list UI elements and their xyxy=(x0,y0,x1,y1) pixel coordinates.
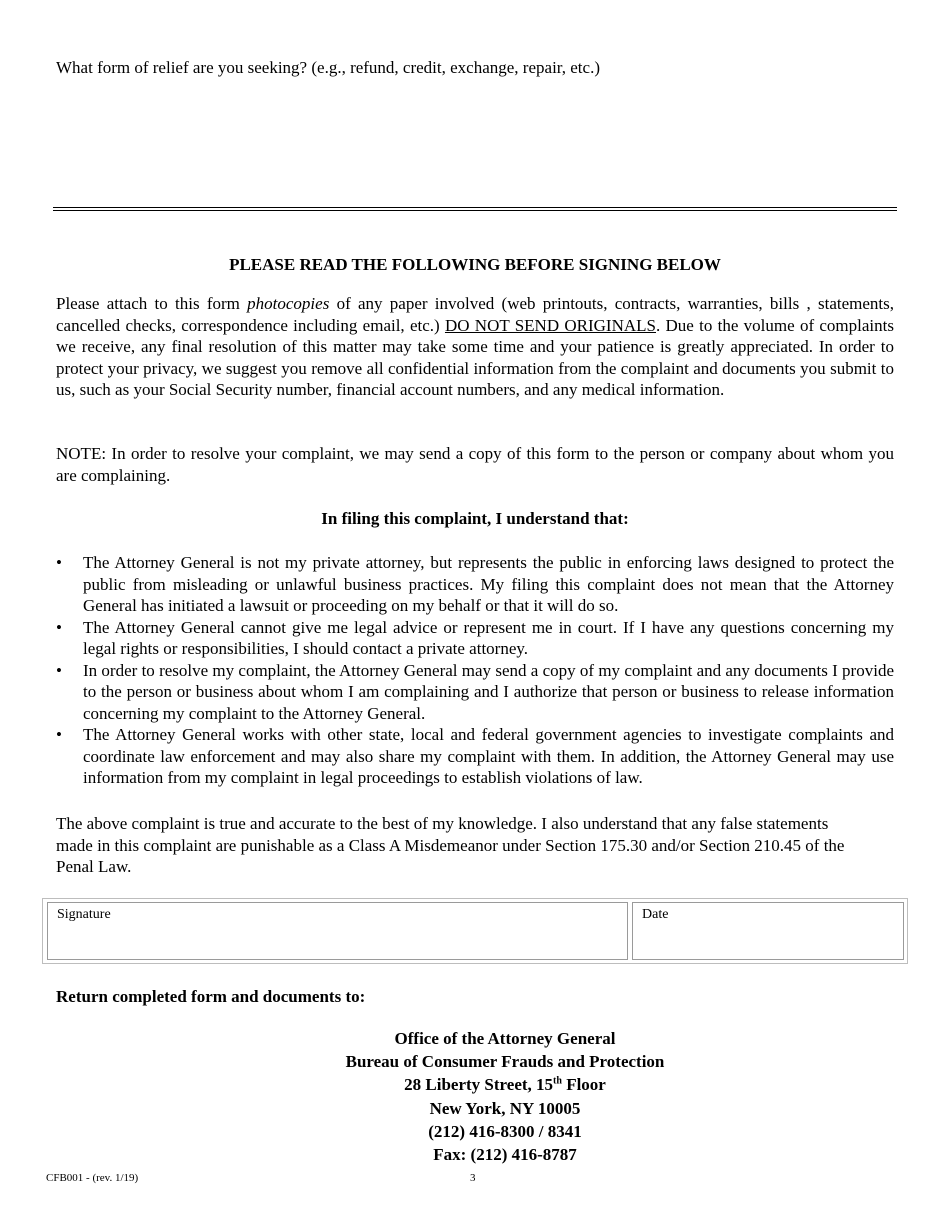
attach-text-1: Please attach to this form xyxy=(56,294,248,313)
list-item xyxy=(56,617,894,660)
attach-text-3: . Due to the volume of complaints we receive, any final resolution of this matter may take some time and your patience is greatly appreciated. In order to protect your privacy, we suggest you remove all confidential information from the complaint and documents you submit to us, such as your Social Security number, financial account numbers, and any medical information. xyxy=(56,315,894,399)
bullet-icon: • xyxy=(56,660,62,680)
address-phone: (212) 416-8300 / 8341 xyxy=(428,1121,582,1141)
understand-heading: In filing this complaint, I understand that: xyxy=(321,509,629,528)
list-item-text: In order to resolve my complaint, the Attorney General may send a copy of my complaint and any documents I provide to the person or business about whom I am complaining and I authorize that person or business to release information concerning my complaint to the Attorney General. xyxy=(83,660,894,723)
attach-paragraph xyxy=(56,293,894,401)
address-fax: Fax: (212) 416-8787 xyxy=(433,1145,577,1165)
double-divider xyxy=(53,207,897,211)
mailing-address xyxy=(230,1027,780,1166)
address-office: Office of the Attorney General xyxy=(394,1029,616,1048)
note-paragraph: NOTE: In order to resolve your complaint, we may send a copy of this form to the person or company about whom you are complaining. xyxy=(56,444,894,485)
street-floor: Floor xyxy=(561,1075,606,1095)
attach-text-2: of any paper involved (web printouts, contracts, warranties, bills , statements, cancelled checks, correspondence including email, etc.) xyxy=(56,294,895,335)
bullet-icon: • xyxy=(56,617,62,637)
date-field[interactable] xyxy=(632,902,904,960)
street-number: 28 Liberty Street, 15 xyxy=(404,1075,554,1095)
return-instructions: Return completed form and documents to: xyxy=(56,987,366,1006)
attach-italic: photocopies xyxy=(247,294,330,313)
notice-heading: PLEASE READ THE FOLLOWING BEFORE SIGNING BELOW xyxy=(229,255,721,274)
list-item xyxy=(56,552,894,617)
bullet-icon: • xyxy=(56,553,62,572)
date-label: Date xyxy=(642,907,669,922)
list-item xyxy=(56,660,894,725)
signature-table xyxy=(42,898,908,964)
address-city: New York, NY 10005 xyxy=(429,1098,581,1118)
signature-label: Signature xyxy=(57,907,111,922)
no-originals-notice: DO NOT SEND ORIGINALS xyxy=(444,315,656,335)
address-street xyxy=(230,1073,780,1096)
signature-field[interactable] xyxy=(47,902,628,960)
list-item xyxy=(56,724,894,789)
understanding-list xyxy=(56,552,894,789)
list-item-text: The Attorney General works with other state, local and federal government agencies to investigate complaints and coordinate law enforcement and may also share my complaint with them. In addition, the Attorney General may use information from my complaint in legal proceedings to establish violations of law. xyxy=(83,725,894,787)
page-number: 3 xyxy=(470,1172,476,1184)
relief-question: What form of relief are you seeking? (e.g., refund, credit, exchange, repair, etc.) xyxy=(56,58,600,77)
list-item-text: The Attorney General cannot give me legal advice or represent me in court. If I have any questions concerning my legal rights or responsibilities, I should contact a private attorney. xyxy=(83,617,894,658)
bullet-icon: • xyxy=(56,725,62,744)
list-item-text: The Attorney General is not my private attorney, but represents the public in enforcing laws designed to protect the public from misleading or unlawful business practices. My filing this complaint does not mean that the Attorney General has initiated a lawsuit or proceeding on my behalf or that it will do so. xyxy=(83,553,894,615)
form-code: CFB001 - (rev. 1/19) xyxy=(46,1172,139,1184)
declaration-paragraph: The above complaint is true and accurate to the best of my knowledge. I also understand that any false statements made in this complaint are punishable as a Class A Misdemeanor under Section 175.30 and/or Section 210.45 of the Penal Law. xyxy=(56,814,845,876)
floor-suffix: th xyxy=(553,1075,562,1087)
address-bureau: Bureau of Consumer Frauds and Protection xyxy=(345,1052,665,1072)
